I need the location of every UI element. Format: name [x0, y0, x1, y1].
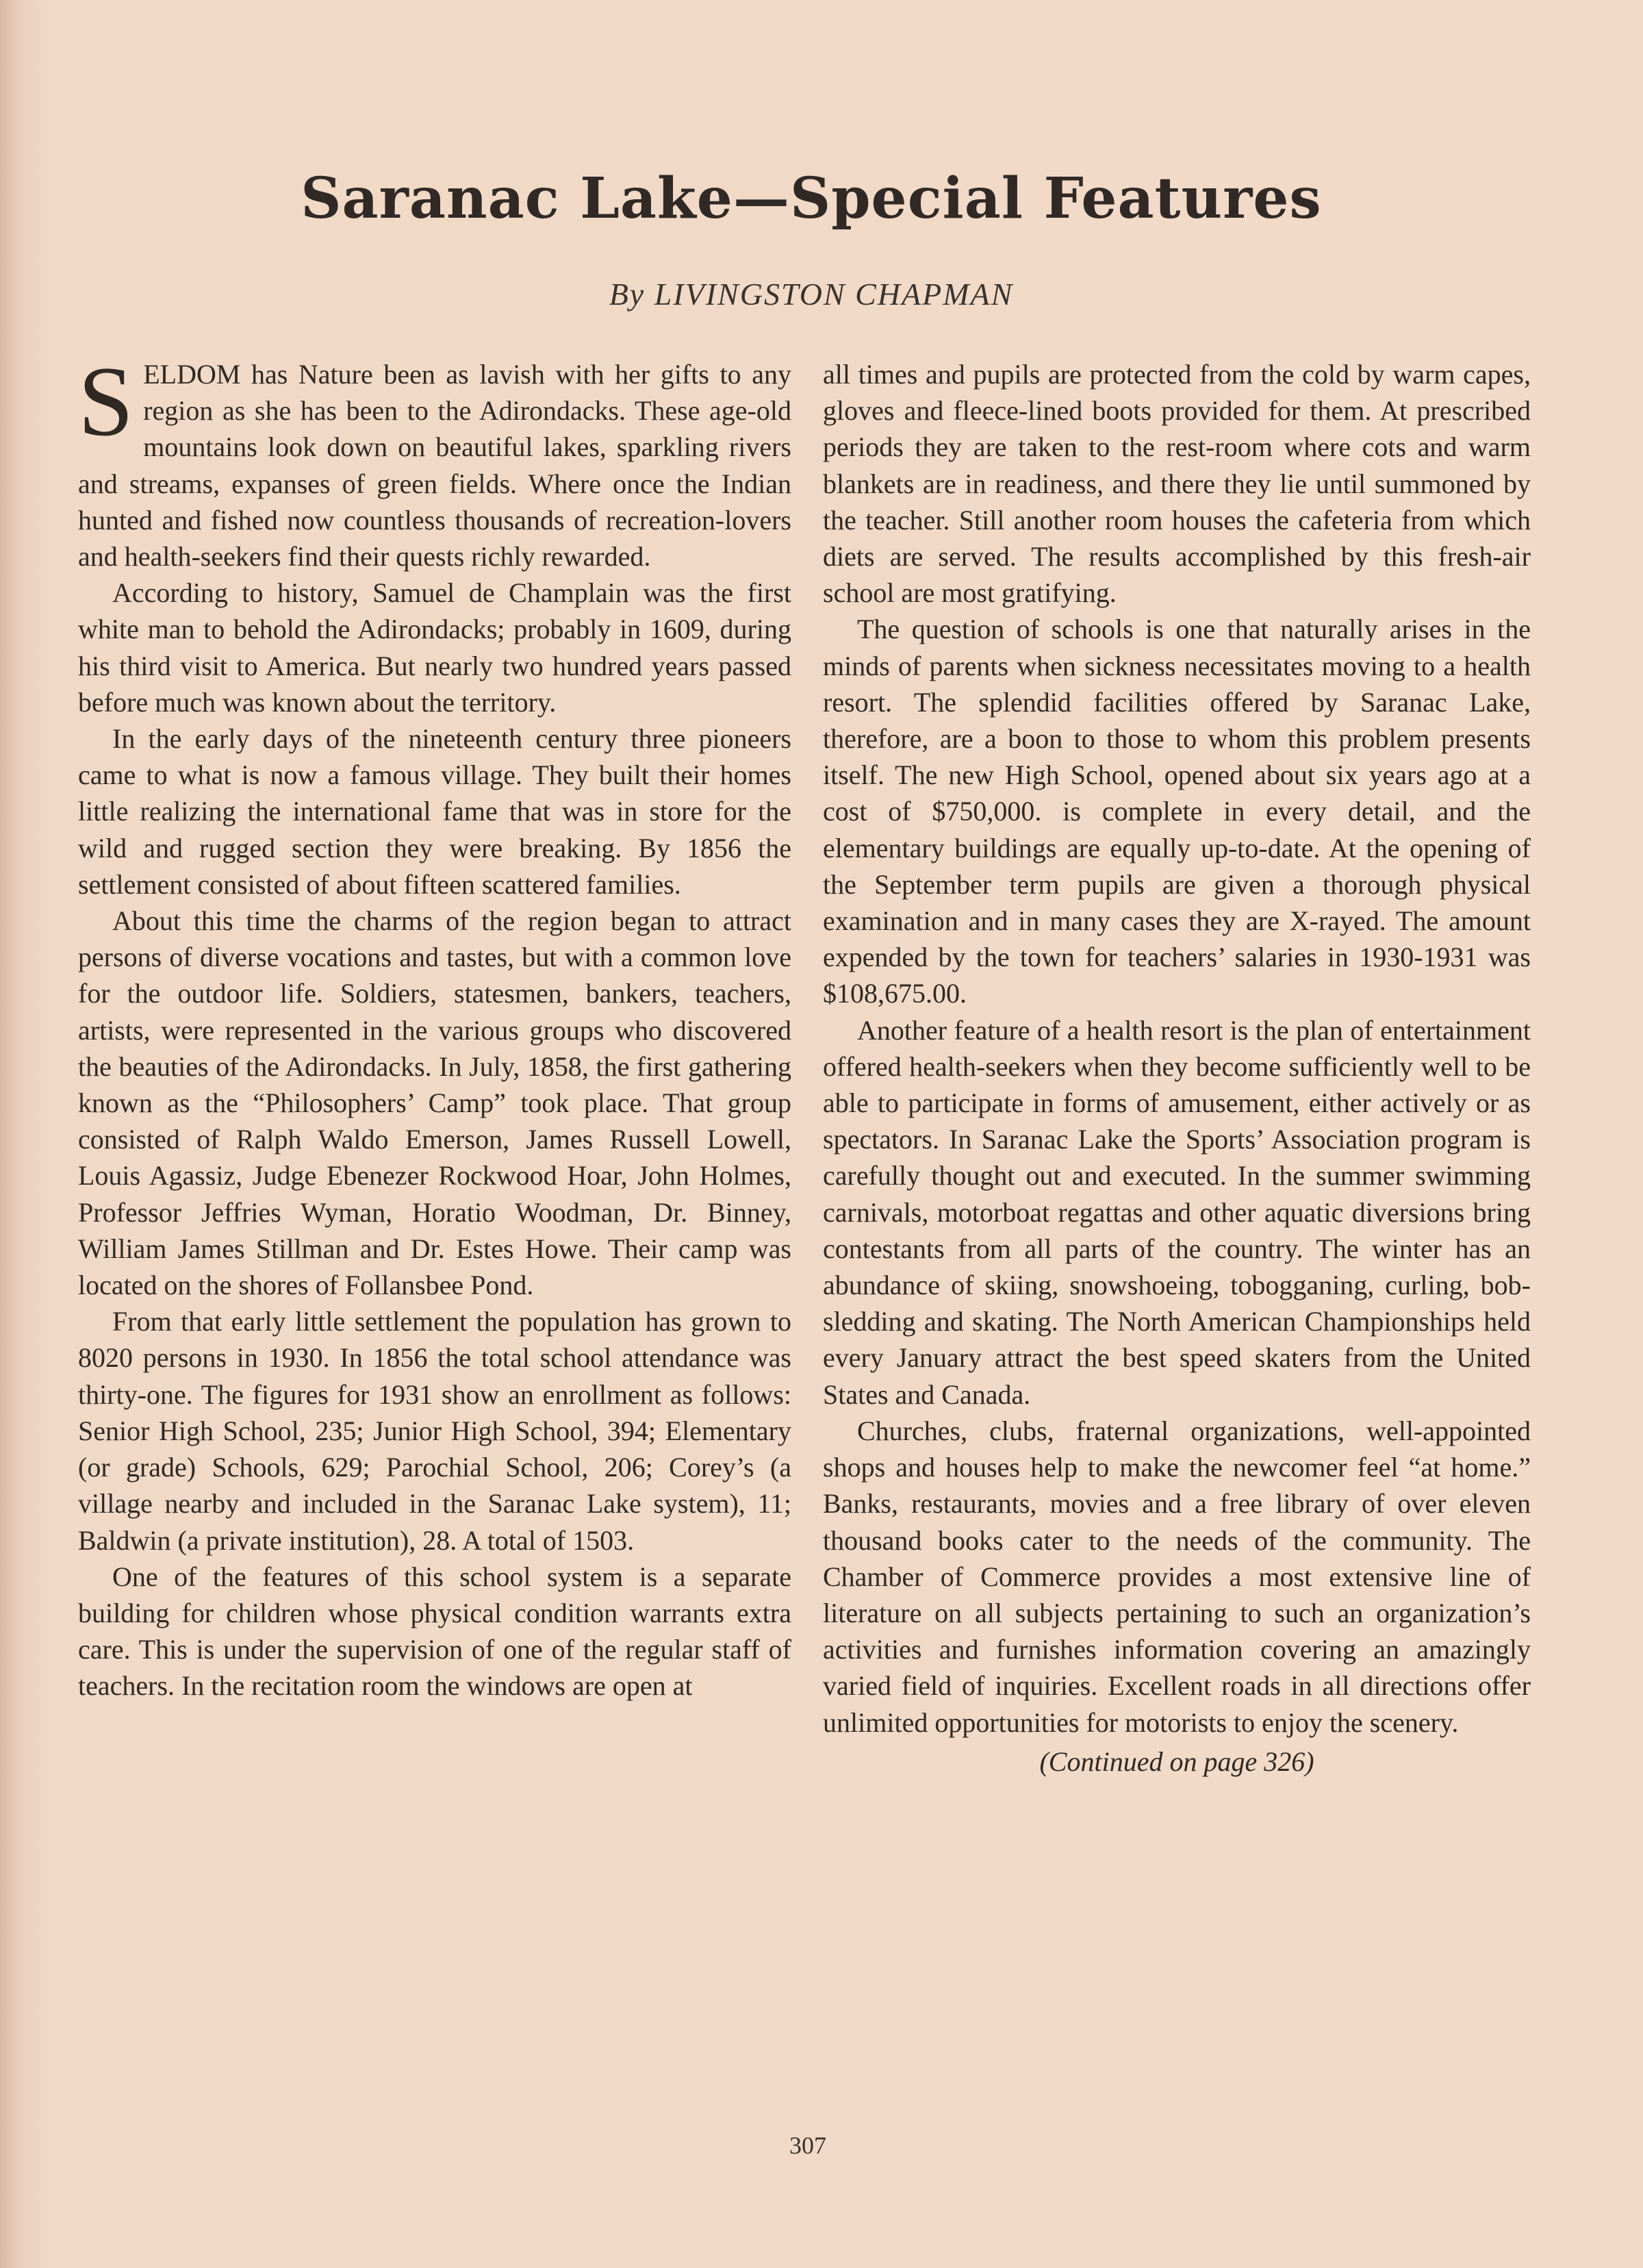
paragraph: In the early days of the nineteenth century three pioneers came to what is now a famous village. They built their homes little realizing the international fame that was in store for the wild and rugged section they were breaking. By 1856 the settlement consisted of about fifteen scattered families. — [78, 723, 791, 900]
right-column — [823, 356, 1531, 1780]
drop-cap: S — [78, 346, 134, 457]
paragraph: The question of schools is one that naturally arises in the minds of parents when sickness necessitates moving to a health resort. The splendid facilities offered by Saranac Lake, therefore, are a boon to those to whom this problem presents itself. The new High School, opened about six years ago at a cost of $750,000. is complete in every detail, and the elementary buildings are equally up-to-date. At the opening of the September term pupils are given a thorough physical examination and in many cases they are X-rayed. The amount expended by the town for teachers’ salaries in 1930-1931 was $108,675.00. — [823, 614, 1531, 1009]
paragraph: all times and pupils are protected from the cold by warm capes, gloves and fleece-lined boots provided for them. At prescribed periods they are taken to the rest-room where cots and warm blankets are in readiness, and there they lie until summoned by the teacher. Still another room houses the cafeteria from which diets are served. The results accomplished by this fresh-air school are most gratifying. — [823, 359, 1531, 609]
paragraph: Churches, clubs, fraternal organizations, well-appointed shops and houses help to make the newcomer feel “at home.” Banks, restaurants, movies and a free library of over eleven thousand books cater to the needs of the community. The Chamber of Commerce provides a most extensive line of literature on all subjects pertaining to such an organization’s activities and furnishes information covering an amazingly varied field of inquiries. Excellent roads in all directions offer unlimited opportunities for motorists to enjoy the scenery. — [823, 1415, 1531, 1738]
article-title: Saranac Lake—Special Features — [301, 166, 1322, 231]
paragraph: According to history, Samuel de Champlain was the first white man to behold the Adirondacks; probably in 1609, during his third visit to America. But nearly two hundred years passed before much was known about the territory. — [78, 577, 791, 718]
paragraph — [78, 346, 791, 575]
paragraph: Another feature of a health resort is the plan of entertainment offered health-seekers when they become sufficiently well to be able to participate in forms of amusement, either actively or as spectators. In Saranac Lake the Sports’ Association program is carefully thought out and executed. In the summer swimming carnivals, motorboat regattas and other aquatic diversions bring contestants from all parts of the country. The winter has an abundance of skiing, snowshoeing, tobogganing, curling, bob-sledding and skating. The North American Championships held every January attract the best speed skaters from the United States and Canada. — [823, 1014, 1531, 1410]
page-number: 307 — [789, 2132, 826, 2159]
paragraph: About this time the charms of the region began to attract persons of diverse vocations and tastes, but with a common love for the outdoor life. Soldiers, statesmen, bankers, teachers, artists, were represented in the various groups who discovered the beauties of the Adirondacks. In July, 1858, the first gathering known as the “Philosophers’ Camp” took place. That group consisted of Ralph Waldo Emerson, James Russell Lowell, Louis Agassiz, Judge Ebenezer Rockwood Hoar, John Holmes, Professor Jeffries Wyman, Horatio Woodman, Dr. Binney, William James Stillman and Dr. Estes Howe. Their camp was located on the shores of Follansbee Pond. — [78, 905, 791, 1301]
left-column — [78, 346, 791, 1704]
paragraph: One of the features of this school system is a separate building for children whose physical condition warrants extra care. This is under the supervision of one of the regular staff of teachers. In the recitation room the windows are open at — [78, 1561, 791, 1702]
paragraph-text: ELDOM has Nature been as lavish with her gifts to any region as she has been to the Adirondacks. These age-old mountains look down on beautiful lakes, sparkling rivers and streams, expanses of green fields. Where once the Indian hunted and fished now countless thousands of recreation-lovers and health-seekers find their quests richly rewarded. — [78, 359, 791, 572]
paragraph: From that early little settlement the population has grown to 8020 persons in 1930. In 1856 the total school attendance was thirty-one. The figures for 1931 show an enrollment as follows: Senior High School, 235; Junior High School, 394; Elementary (or grade) Schools, 629; Parochial School, 206; Corey’s (a village nearby and included in the Saranac Lake system), 11; Baldwin (a private institution), 28. A total of 1503. — [78, 1306, 791, 1556]
byline: By LIVINGSTON CHAPMAN — [609, 277, 1014, 312]
continued-note: (Continued on page 326) — [1039, 1746, 1314, 1777]
